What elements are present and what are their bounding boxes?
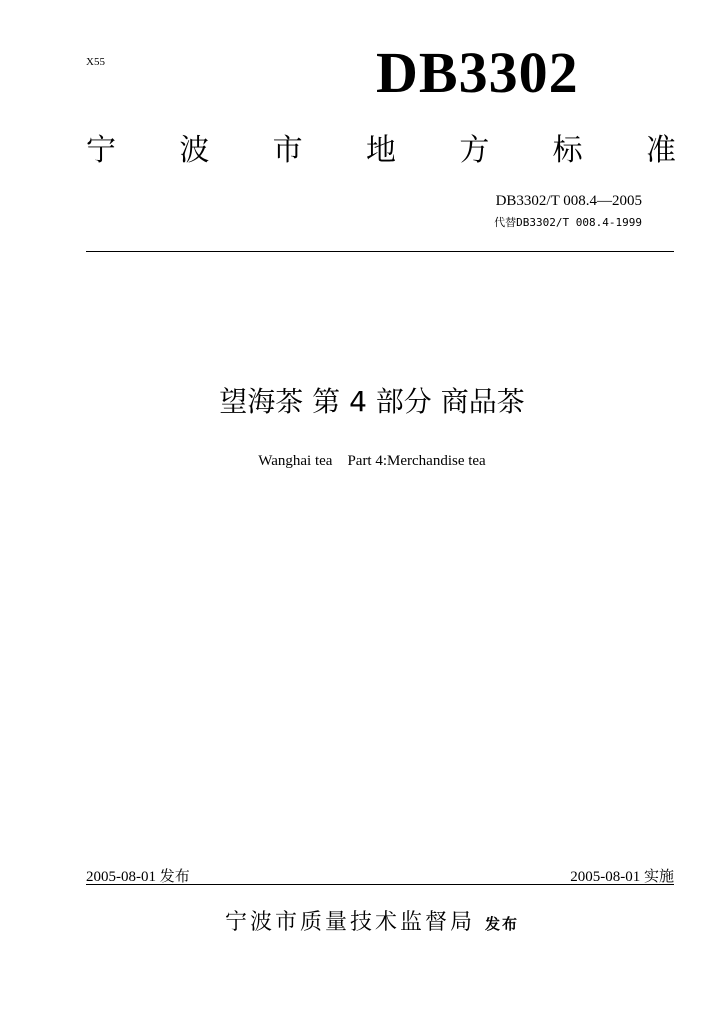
header-divider (86, 251, 674, 252)
issue-date: 2005-08-01 发布 (86, 869, 190, 885)
issuer-name: 宁波市质量技术监督局 (224, 910, 475, 935)
standard-level-char: 准 (645, 133, 676, 168)
replaces-standard: 代替DB3302/T 008.4-1999 (494, 216, 642, 229)
standard-level-char: 地 (365, 133, 396, 168)
standard-level-char: 方 (459, 133, 490, 168)
standard-level-char: 波 (179, 133, 210, 168)
footer-divider (86, 884, 674, 885)
standard-level-char: 标 (552, 133, 583, 168)
document-title-chinese: 望海茶 第 4 部分 商品茶 (219, 385, 525, 418)
standard-number: DB3302/T 008.4—2005 (495, 193, 642, 209)
standard-level (86, 133, 676, 168)
issuer (0, 912, 724, 934)
category-code: X55 (86, 56, 105, 68)
standard-code-big: DB3302 (376, 40, 579, 105)
standard-level-char: 宁 (86, 133, 116, 168)
issuer-action: 发布 (485, 915, 520, 933)
implementation-date: 2005-08-01 实施 (570, 869, 674, 885)
standard-level-char: 市 (272, 133, 303, 168)
document-title-english: Wanghai tea Part 4:Merchandise tea (258, 453, 486, 469)
